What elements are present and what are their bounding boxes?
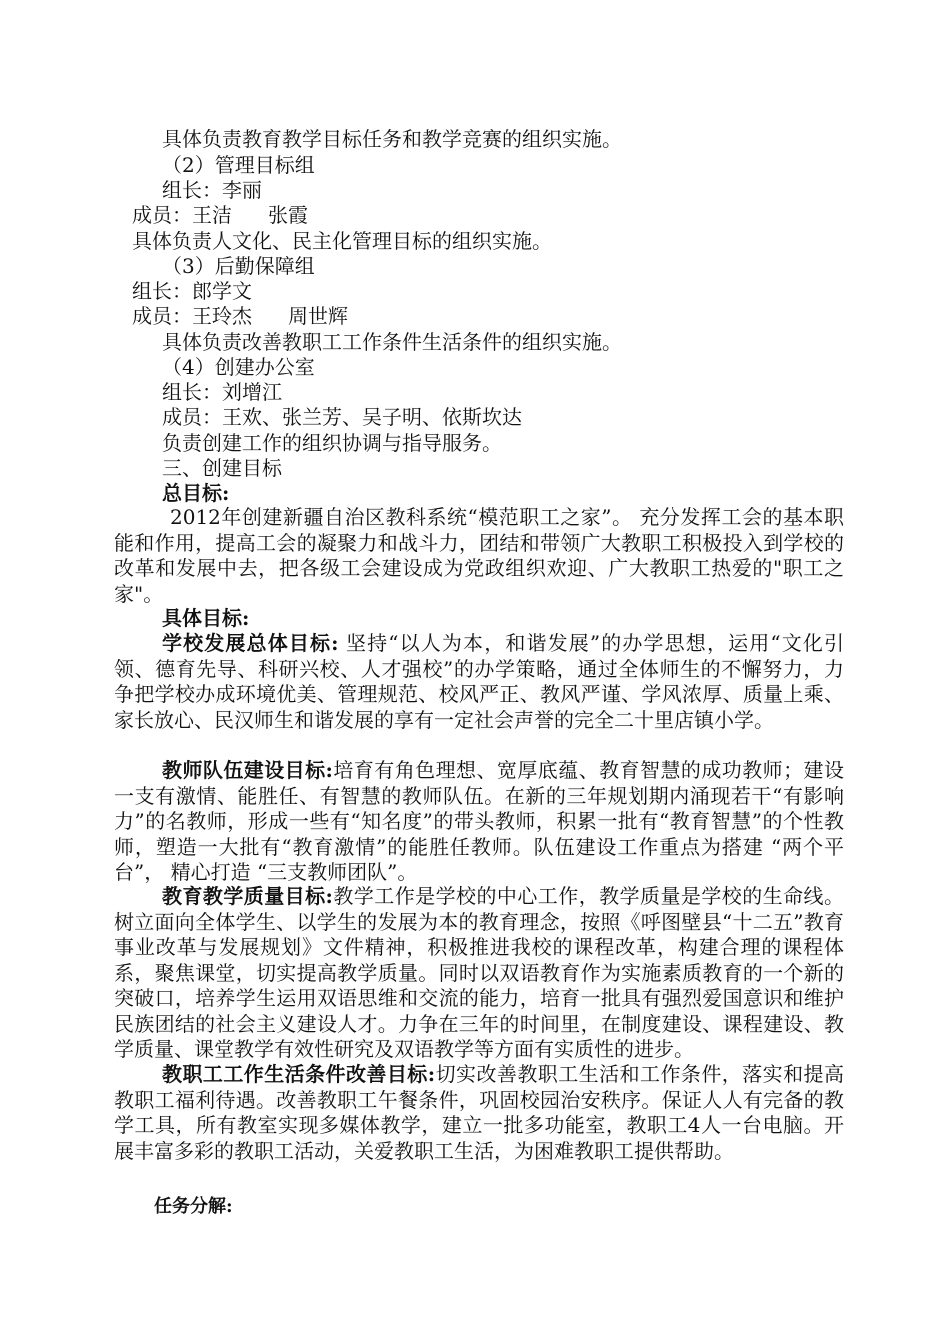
- text-line: 组长：李丽: [162, 178, 262, 202]
- member-name: 周世辉: [288, 304, 348, 328]
- paragraph-text: 切实改善教职工生活和工作条件，落实和提高教职工福利待遇。改善教职工午餐条件，巩固校园治安秩序。保证人人有完备的教学工具，所有教室实现多媒体教学，建立一批多功能室，教职工4人一台电脑。开展丰富多彩的教职工活动，关爱教职工生活，为困难教职工提供帮助。: [114, 1062, 844, 1163]
- total-goal-paragraph: 2012年创建新疆自治区教科系统“模范职工之家”。 充分发挥工会的基本职能和作用，提高工会的凝聚力和战斗力，团结和带领广大教职工积极投入到学校的改革和发展中去，把各级工会建设成为党政组织欢迎、广大教职工热爱的"职工之家"。: [114, 505, 844, 606]
- staff-conditions-paragraph: [114, 1062, 844, 1164]
- paragraph-text: 教学工作是学校的中心工作，教学质量是学校的生命线。树立面向全体学生、以学生的发展为本的教育理念，按照《呼图壁县“十二五”教育事业改革与发展规划》文件精神，积极推进我校的课程改革，构建合理的课程体系，聚焦课堂，切实提高教学质量。同时以双语教育作为实施素质教育的一个新的突破口，培养学生运用双语思维和交流的能力，培育一批具有强烈爱国意识和维护民族团结的社会主义建设人才。力争在三年的时间里，在制度建设、课程建设、教学质量、课堂教学有效性研究及双语教学等方面有实质性的进步。: [114, 884, 845, 1061]
- task-breakdown-heading: 任务分解:: [154, 1196, 233, 1217]
- paragraph-label: 教育教学质量目标:: [162, 884, 333, 908]
- subheading-office: （4）创建办公室: [162, 355, 315, 379]
- members-label: 成员：王洁: [132, 203, 232, 227]
- total-goal-heading: 总目标:: [162, 481, 230, 505]
- paragraph-label: 教师队伍建设目标:: [162, 758, 333, 782]
- subheading-management-group: （2）管理目标组: [162, 153, 315, 177]
- school-development-paragraph: [114, 631, 844, 733]
- teaching-quality-paragraph: [114, 884, 844, 1063]
- members-label: 成员：王玲杰: [132, 304, 252, 328]
- text-line: 负责创建工作的组织协调与指导服务。: [162, 431, 502, 455]
- paragraph-label: 教职工工作生活条件改善目标:: [162, 1062, 436, 1086]
- members-line: [132, 303, 348, 329]
- paragraph-text: 坚持“以人为本，和谐发展”的办学思想，运用“文化引领、德育先导、科研兴校、人才强校”的办学策略，通过全体师生的不懈努力，力争把学校办成环境优美、管理规范、校风严正、教风严谨、学风浓厚、质量上乘、家长放心、民汉师生和谐发展的享有一定社会声誉的完全二十里店镇小学。: [114, 631, 844, 732]
- text-line: 组长：郎学文: [132, 279, 252, 303]
- teacher-team-paragraph: [114, 758, 844, 886]
- text-line: 具体负责人文化、民主化管理目标的组织实施。: [132, 229, 552, 253]
- members-line: [132, 202, 308, 228]
- text-line: 组长：刘增江: [162, 380, 282, 404]
- text-line: 具体负责教育教学目标任务和教学竞赛的组织实施。: [162, 127, 622, 151]
- section-heading: 三、创建目标: [162, 456, 282, 480]
- member-name: 张霞: [268, 203, 308, 227]
- text-line: 成员：王欢、张兰芳、吴子明、依斯坎达: [162, 405, 522, 429]
- paragraph-label: 学校发展总体目标:: [162, 631, 339, 655]
- subheading-logistics-group: （3）后勤保障组: [162, 254, 315, 278]
- specific-goals-heading: 具体目标:: [162, 606, 250, 630]
- paragraph-text: 培育有角色理想、宽厚底蕴、教育智慧的成功教师；建设一支有激情、能胜任、有智慧的教师队伍。在新的三年规划期内涌现若干“有影响力”的名教师，形成一些有“知名度”的带头教师，积累一批有“教育智慧”的个性教师，塑造一大批有“教育激情”的能胜任教师。队伍建设工作重点为搭建 “两个平台”， 精心打造 “三支教师团队”。: [114, 758, 845, 884]
- text-line: 具体负责改善教职工工作条件生活条件的组织实施。: [162, 330, 622, 354]
